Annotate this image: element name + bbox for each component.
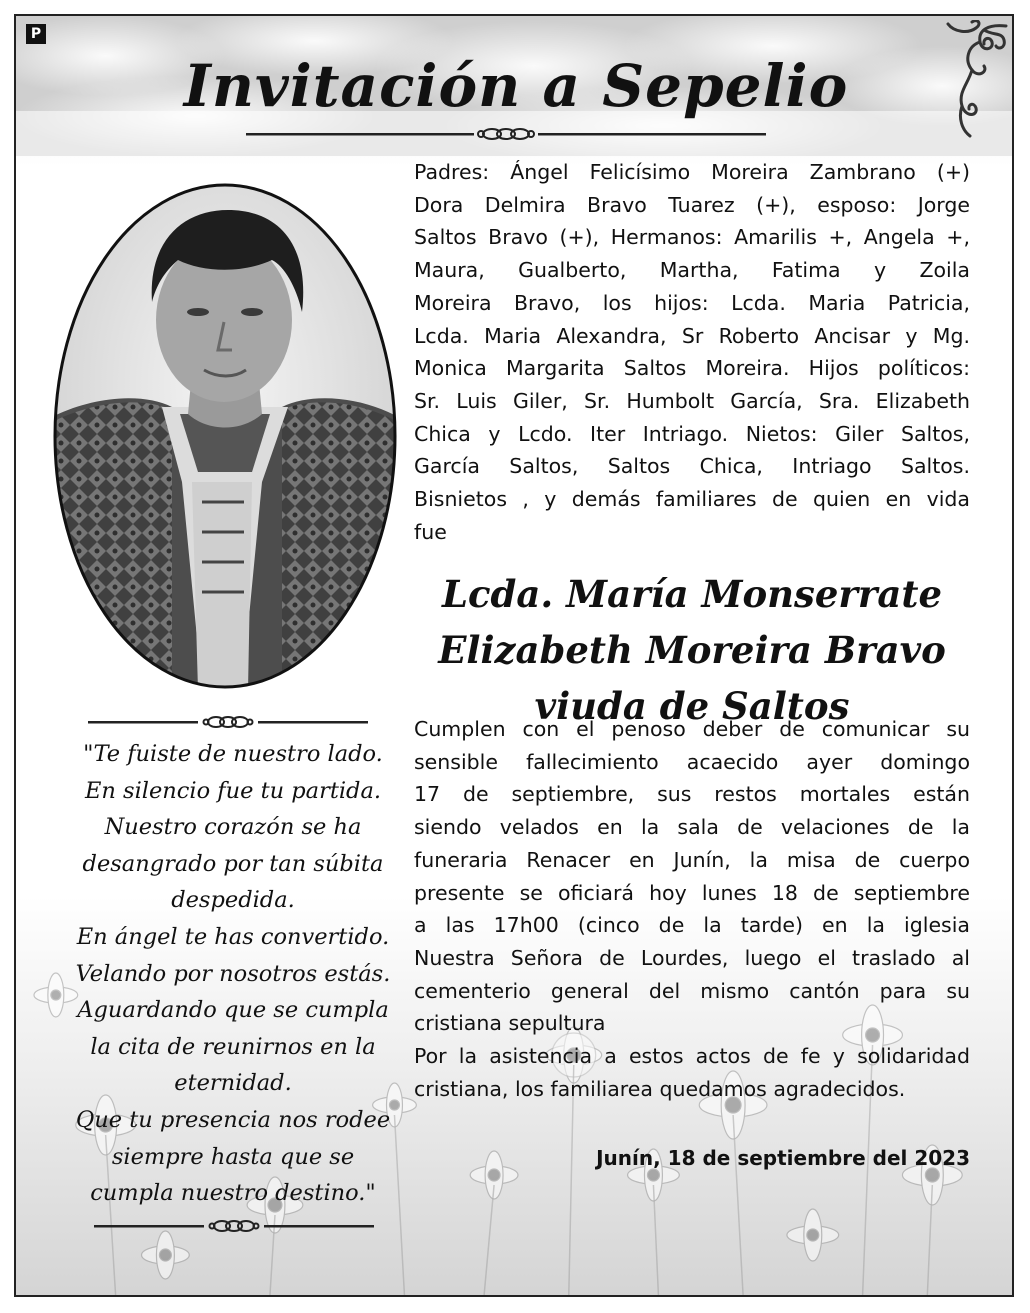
announcement-line: Por la asistencia a estos actos de fe y solidaridad <box>414 1044 970 1069</box>
announcement-line: cristiana sepultura <box>414 1011 606 1036</box>
announcement <box>414 713 970 1105</box>
family-line: Moreira Bravo, los hijos: Lcda. Maria Patricia, <box>414 290 970 315</box>
announcement-line: cementerio general del mismo cantón para su <box>414 978 970 1003</box>
poem-line: Aguardando que se cumpla <box>77 997 389 1024</box>
deceased-name-line: Lcda. María Monserrate <box>442 572 942 616</box>
poem-line: desangrado por tan súbita <box>82 850 384 877</box>
obituary-card <box>14 14 1014 1297</box>
page-title: Invitación a Sepelio <box>183 52 849 120</box>
announcement-line: a las 17h00 (cinco de la tarde) en la iglesia <box>414 913 970 938</box>
ornamental-divider-icon <box>246 126 766 142</box>
deceased-name <box>414 566 970 734</box>
announcement-line: Cumplen con el penoso deber de comunicar su <box>414 717 970 741</box>
poem-line: siempre hasta que se <box>111 1143 355 1170</box>
announcement-line: funeraria Renacer en Junín, la misa de cuerpo <box>414 847 970 872</box>
poem-line: "Te fuiste de nuestro lado. <box>83 741 383 767</box>
family-line: Padres: Ángel Felicísimo Moreira Zambrano (+) <box>414 160 970 184</box>
family-line: Lcda. Maria Alexandra, Sr Roberto Ancisar y Mg. <box>414 323 970 348</box>
family-line: García Saltos, Saltos Chica, Intriago Saltos. <box>414 454 970 479</box>
ornamental-divider-icon <box>88 714 368 730</box>
announcement-line: presente se oficiará hoy lunes 18 de septiembre <box>414 880 970 905</box>
family-line: Maura, Gualberto, Martha, Fatima y Zoila <box>414 258 970 283</box>
poem <box>54 736 412 1212</box>
ornamental-divider-icon <box>94 1218 374 1234</box>
announcement-line: 17 de septiembre, sus restos mortales están <box>414 782 970 807</box>
poem-line: cumpla nuestro destino." <box>90 1180 376 1207</box>
family-line: Saltos Bravo (+), Hermanos: Amarilis +, Angela +, <box>414 225 970 250</box>
family-line: Bisnietos , y demás familiares de quien en vida <box>414 487 970 512</box>
family-line: Sr. Luis Giler, Sr. Humbolt García, Sra. Elizabeth <box>414 388 970 413</box>
family-line: fue <box>414 519 447 544</box>
poem-line: la cita de reunirnos en la <box>90 1033 376 1060</box>
deceased-name-line: viuda de Saltos <box>534 684 850 728</box>
portrait-photo <box>52 182 398 690</box>
announcement-line: Nuestra Señora de Lourdes, luego el traslado al <box>414 945 970 970</box>
poem-line: En ángel te has convertido. <box>76 923 390 950</box>
poem-line: Que tu presencia nos rodee <box>75 1106 391 1133</box>
poem-line: Velando por nosotros estás. <box>75 960 391 987</box>
family-line: Dora Delmira Bravo Tuarez (+), esposo: Jorge <box>414 192 970 217</box>
family-line: Chica y Lcdo. Iter Intriago. Nietos: Giler Saltos, <box>414 421 970 446</box>
family-line: Monica Margarita Saltos Moreira. Hijos políticos: <box>414 356 970 381</box>
poem-line: despedida. <box>171 887 295 914</box>
p-badge-icon: P <box>26 24 46 44</box>
announcement-line: siendo velados en la sala de velaciones de la <box>414 815 970 840</box>
poem-line: eternidad. <box>174 1070 292 1097</box>
announcement-line: sensible fallecimiento acaecido ayer domingo <box>414 749 970 774</box>
poem-line: En silencio fue tu partida. <box>84 777 382 804</box>
signature-date: Junín, 18 de septiembre del 2023 <box>596 1146 970 1170</box>
deceased-name-line: Elizabeth Moreira Bravo <box>438 628 946 672</box>
family-list <box>414 156 970 548</box>
announcement-line: cristiana, los familiarea quedamos agradecidos. <box>414 1076 906 1101</box>
poem-line: Nuestro corazón se ha <box>104 814 362 841</box>
